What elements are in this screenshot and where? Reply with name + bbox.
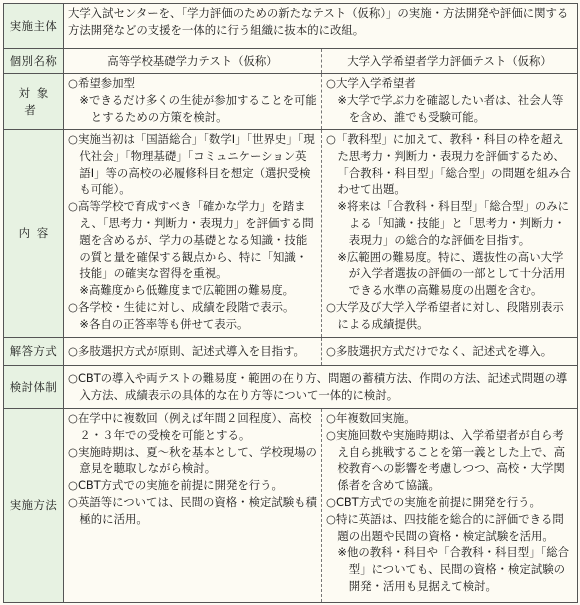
- method-basic-test: [64, 409, 322, 603]
- row-method: [4, 409, 578, 603]
- text-entity: 大学入試センターを、「学力評価のための新たなテスト（仮称）」の実施・方法開発や評価に関する方法開発などの支援を一体的に行う組織に抜本的に改組。: [64, 4, 578, 49]
- bullet-item: ○年複数回実施。: [326, 411, 416, 425]
- method-entrance-test: [322, 409, 578, 603]
- system-text: ○CBTの導入や両テストの難易度・範囲の在り方、問題の蓄積方法、作問の方法、記述式問題の導入方法、成績表示の具体的な在り方等について一体的に検討。: [68, 371, 568, 402]
- bullet-item: ○在学中に複数回（例えば年間２回程度）、高校２・３年での受検を可能とする。: [68, 411, 312, 442]
- target-entrance-test: [322, 74, 578, 130]
- bullet-item: ○実施時期は、夏～秋を基本として、学校現場の意見を聴取しながら検討。: [68, 444, 317, 476]
- bullet-item: ○特に英語は、四技能を総合的に評価できる問題の出題や民間の資格・検定試験を活用。: [326, 511, 564, 543]
- bullet-item: ○CBT方式での実施を前提に開発を行う。: [68, 478, 283, 493]
- target-basic-test: [64, 74, 322, 130]
- bullet-item: ○実施当初は「国語総合」「数学Ⅰ」「世界史」「現代社会」「物理基礎」「コミュニケーション英語Ⅰ」等の高校の必履修科目を想定（選択受検も可能）。: [68, 132, 315, 197]
- row-names: [4, 49, 578, 74]
- bullet-item: ○実施回数や実施時期は、入学希望者が自ら考え自ら挑戦することを第一義とした上で、高校教育への影響を考慮しつつ、高校・大学関係者を含めて協議。: [326, 427, 565, 493]
- bullet-item: ○「教科型」に加えて、教科・科目の枠を超えた思考力・判断力・表現力を評価するため、「合教科・科目型」「総合型」の問題を組み合わせて出題。: [326, 132, 571, 197]
- bullet-item: ○英語等については、民間の資格・検定試験も積極的に活用。: [68, 494, 317, 526]
- note-item: ※広範囲の難易度。特に、選抜性の高い大学が入学者選抜の評価の一部として十分活用できる水準の高難易度の出題を含む。: [337, 249, 566, 298]
- label-method: 実施方法: [4, 409, 64, 603]
- name-basic-test: 高等学校基礎学力テスト（仮称）: [64, 49, 322, 74]
- note-item: ※大学で学ぶ力を確認したい者は、社会人等を含め、誰でも受験可能。: [337, 92, 564, 124]
- bullet-item: ○高等学校で育成すべき「確かな学力」を踏まえ、「思考力・判断力・表現力」を評価する問題を含めるが、学力の基礎となる知識・技能の質と量を確保する観点から、特に「知識・技能」の確実な習得を重視。: [68, 199, 314, 281]
- label-content: 内容: [4, 130, 64, 338]
- comparison-table: [3, 3, 578, 603]
- answer-basic-test: ○多肢選択方式が原則、記述式導入を目指す。: [64, 338, 322, 366]
- label-target: 対象者: [4, 74, 64, 130]
- bullet-item: ○大学及び大学入学希望者に対し、段階別表示による成績提供。: [326, 299, 564, 331]
- note-item: ※将来は「合教科・科目型」「総合型」のみによる「知識・技能」と「思考力・判断力・表現力」の総合的な評価を目指す。: [337, 199, 570, 247]
- row-content: [4, 130, 578, 338]
- note-item: ※他の教科・科目や「合教科・科目型」「総合型」についても、民間の資格・検定試験の開発・活用も見据えて検討。: [337, 545, 570, 593]
- note-item: ※高難度から低難度まで広範囲の難易度。: [79, 283, 294, 298]
- row-target: [4, 74, 578, 130]
- label-answer: 解答方式: [4, 338, 64, 366]
- name-entrance-test: 大学入学希望者学力評価テスト（仮称）: [322, 49, 578, 74]
- text-system: [64, 366, 578, 409]
- content-entrance-test: [322, 130, 578, 338]
- label-system: 検討体制: [4, 366, 64, 409]
- bullet-item: ○CBT方式での実施を前提に開発を行う。: [326, 494, 541, 509]
- row-system: [4, 366, 578, 409]
- content-basic-test: [64, 130, 322, 338]
- bullet-item: ○大学入学希望者: [326, 76, 416, 90]
- note-item: ※できるだけ多くの生徒が参加することを可能とするための方策を検討。: [79, 92, 317, 124]
- row-answer: [4, 338, 578, 366]
- bullet-item: ○各学校・生徒に対し、成績を段階で表示。: [68, 299, 295, 314]
- label-names: 個別名称: [4, 49, 64, 74]
- note-item: ※各自の正答率等も併せて表示。: [79, 316, 249, 331]
- row-entity: [4, 4, 578, 49]
- bullet-item: ○希望参加型: [68, 76, 135, 90]
- label-entity: 実施主体: [4, 4, 64, 49]
- answer-entrance-test: ○多肢選択方式だけでなく、記述式を導入。: [322, 338, 578, 366]
